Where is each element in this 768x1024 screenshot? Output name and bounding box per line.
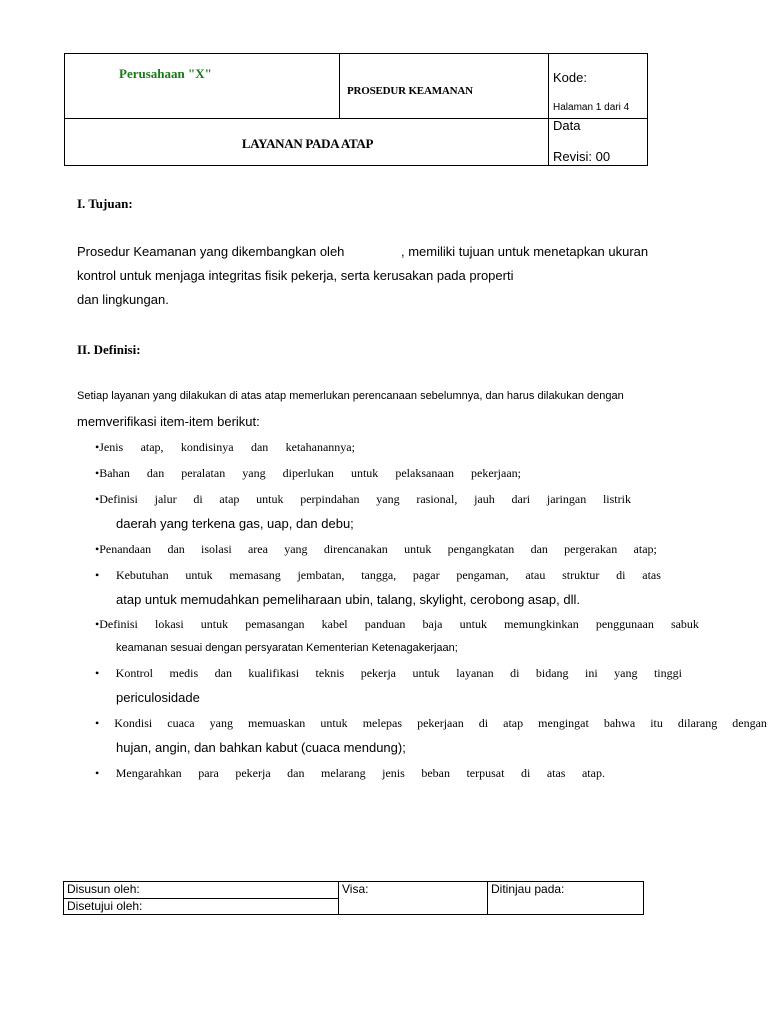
revision-label: Revisi: 00 bbox=[553, 149, 611, 164]
list-item-cont: hujan, angin, dan bahkan kabut (cuaca mendung); bbox=[116, 740, 406, 755]
tujuan-line-3: dan lingkungan. bbox=[77, 292, 169, 307]
procedure-cell bbox=[339, 53, 549, 119]
code-label: Kode: bbox=[553, 70, 587, 85]
revision-cell bbox=[548, 118, 648, 166]
list-item bbox=[95, 666, 682, 681]
procedure-label: PROSEDUR KEAMANAN bbox=[347, 85, 473, 97]
company-name: Perusahaan "X" bbox=[119, 66, 212, 81]
tujuan-line-1a: Prosedur Keamanan yang dikembangkan oleh bbox=[77, 244, 345, 259]
list-item-text: •Definisi lokasi untuk pemasangan kabel panduan baja untuk memungkinkan penggunaan sabuk bbox=[95, 617, 699, 631]
list-item-text: • Kontrol medis dan kualifikasi teknis pekerja untuk layanan di bidang ini yang tinggi bbox=[95, 666, 682, 680]
definisi-intro-1: Setiap layanan yang dilakukan di atas atap memerlukan perencanaan sebelumnya, dan harus dilakukan dengan bbox=[77, 390, 624, 402]
tujuan-line-1b: , memiliki tujuan untuk menetapkan ukuran bbox=[401, 244, 649, 259]
page-label: Halaman 1 dari 4 bbox=[553, 102, 630, 113]
section-heading-tujuan: I. Tujuan: bbox=[77, 196, 133, 211]
section-heading-definisi: II. Definisi: bbox=[77, 342, 141, 357]
list-item bbox=[95, 492, 631, 507]
date-label: Data bbox=[553, 118, 581, 133]
list-item-cont: keamanan sesuai dengan persyaratan Kementerian Ketenagakerjaan; bbox=[116, 642, 458, 654]
tujuan-line-2: kontrol untuk menjaga integritas fisik pekerja, serta kerusakan pada properti bbox=[77, 268, 514, 283]
list-item bbox=[95, 617, 699, 632]
code-cell bbox=[548, 53, 648, 119]
title-cell bbox=[64, 118, 549, 166]
document-title: LAYANAN PADA ATAP bbox=[241, 136, 374, 151]
list-item-text: •Penandaan dan isolasi area yang direncanakan untuk pengangkatan dan pergerakan atap; bbox=[95, 542, 657, 556]
list-item-text: •Definisi jalur di atap untuk perpindahan yang rasional, jauh dari jaringan listrik bbox=[95, 492, 631, 506]
list-item bbox=[95, 716, 767, 731]
list-item bbox=[95, 542, 657, 557]
approved-by-cell: Disetujui oleh: bbox=[63, 898, 339, 915]
footer-table bbox=[63, 881, 644, 915]
definisi-intro-2: memverifikasi item-item berikut: bbox=[77, 414, 260, 429]
list-item bbox=[95, 766, 605, 781]
list-item-cont: daerah yang terkena gas, uap, dan debu; bbox=[116, 516, 354, 531]
list-item-text: • Mengarahkan para pekerja dan melarang jenis beban terpusat di atas atap. bbox=[95, 766, 605, 780]
list-item-text: • Kebutuhan untuk memasang jembatan, tangga, pagar pengaman, atau struktur di atas bbox=[95, 568, 661, 582]
list-item bbox=[95, 568, 661, 583]
list-item-cont: atap untuk memudahkan pemeliharaan ubin, talang, skylight, cerobong asap, dll. bbox=[116, 592, 580, 607]
list-item-text: •Bahan dan peralatan yang diperlukan untuk pelaksanaan pekerjaan; bbox=[95, 466, 521, 480]
company-cell bbox=[64, 53, 340, 119]
reviewed-on-cell: Ditinjau pada: bbox=[487, 881, 644, 915]
list-item bbox=[95, 466, 521, 481]
header-table bbox=[64, 53, 648, 166]
list-item bbox=[95, 440, 355, 455]
list-item-text: •Jenis atap, kondisinya dan ketahanannya; bbox=[95, 440, 355, 454]
list-item-text: • Kondisi cuaca yang memuaskan untuk melepas pekerjaan di atap mengingat bahwa itu dilarang dengan bbox=[95, 716, 767, 730]
visa-cell: Visa: bbox=[338, 881, 488, 915]
prepared-by-cell: Disusun oleh: bbox=[63, 881, 339, 899]
list-item-cont: periculosidade bbox=[116, 690, 200, 705]
